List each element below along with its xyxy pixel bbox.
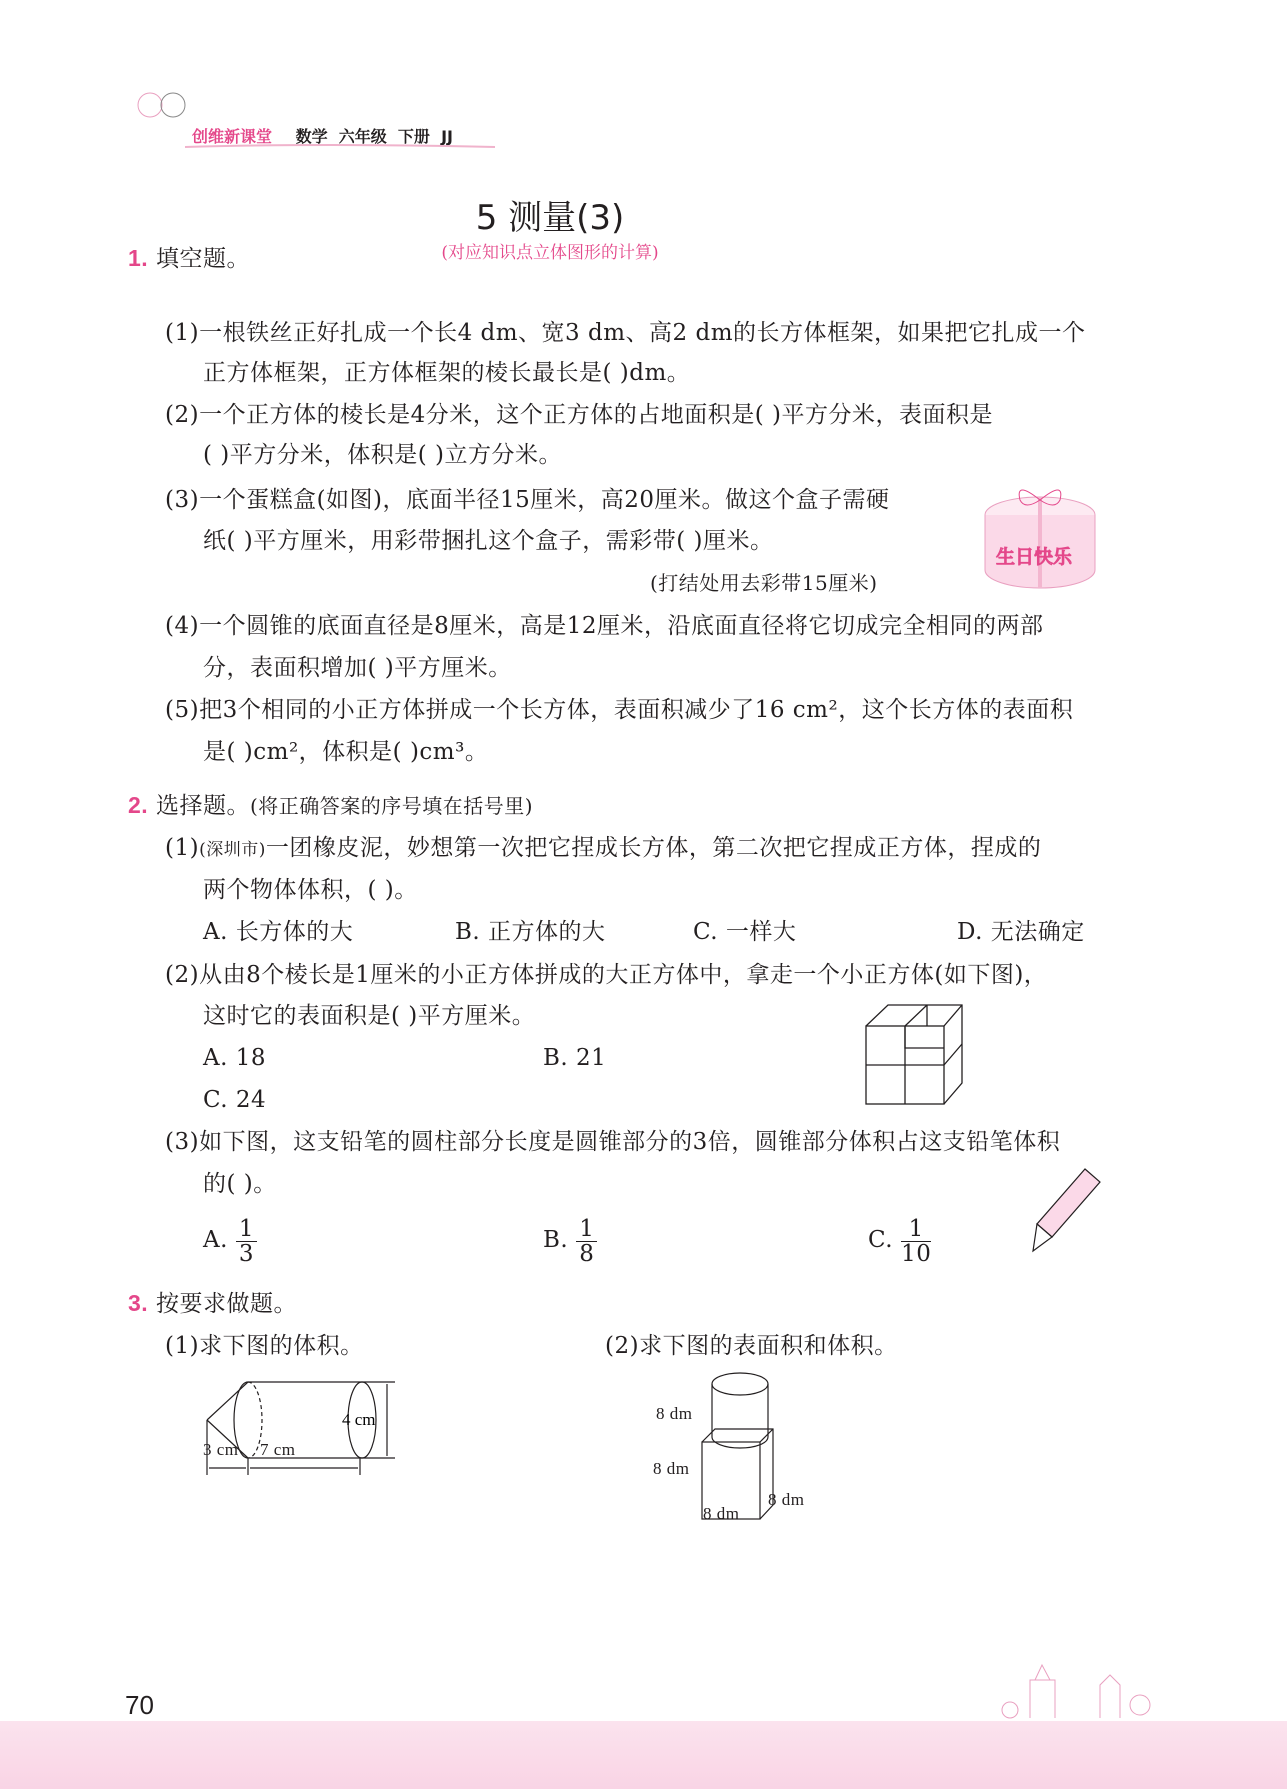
- question-line: (2)一个正方体的棱长是4分米，这个正方体的占地面积是( )平方分米，表面积是: [165, 402, 993, 428]
- question-note: (打结处用去彩带15厘米): [650, 571, 878, 595]
- footer-band: [0, 1721, 1287, 1789]
- brand: 创维新课堂: [192, 127, 273, 146]
- option-c: C. $\frac{1}{10}$: [868, 1215, 932, 1267]
- fraction: $\frac{1}{10}$: [901, 1215, 932, 1267]
- section-number: 1.: [128, 245, 149, 271]
- grade: 六年级: [338, 127, 387, 146]
- question-prefix: (1): [165, 835, 200, 861]
- region-tag: (深圳市): [199, 840, 266, 860]
- section-number: 2.: [128, 792, 149, 818]
- cone-length-label: 3 cm: [203, 1440, 239, 1459]
- subject: 数学: [295, 127, 328, 146]
- question-line: 这时它的表面积是( )平方厘米。: [203, 1003, 536, 1029]
- fraction: $\frac{1}{3}$: [236, 1217, 257, 1266]
- section-title: 按要求做题。: [156, 1291, 297, 1317]
- cube-width-label: 8 dm: [703, 1504, 740, 1523]
- page-number: 70: [125, 1690, 154, 1720]
- option-b: B. $\frac{1}{8}$: [543, 1212, 597, 1268]
- question-line: (4)一个圆锥的底面直径是8厘米，高是12厘米，沿底面直径将它切成完全相同的两部: [165, 613, 1044, 639]
- question-line: 是( )cm²，体积是( )cm³。: [203, 739, 489, 765]
- question-line: (1)一根铁丝正好扎成一个长4 dm、宽3 dm、高2 dm的长方体框架，如果把它扎成一个: [165, 320, 1086, 346]
- question-line: (2)从由8个棱长是1厘米的小正方体拼成的大正方体中，拿走一个小正方体(如下图)，: [165, 962, 1048, 988]
- option-d: D. 无法确定: [957, 919, 1085, 945]
- question-line: 两个物体体积，( )。: [203, 877, 418, 903]
- option-a: A. 18: [203, 1045, 266, 1071]
- cylinder-length-label: 7 cm: [260, 1440, 296, 1459]
- edition: JJ: [441, 127, 453, 146]
- question-line: 纸( )平方厘米，用彩带捆扎这个盒子，需彩带( )厘米。: [203, 528, 774, 554]
- cube-height-label: 8 dm: [653, 1459, 690, 1478]
- option-a: A. $\frac{1}{3}$: [203, 1212, 257, 1268]
- question-line: (5)把3个相同的小正方体拼成一个长方体，表面积减少了16 cm²，这个长方体的表面积: [165, 697, 1074, 723]
- cylinder-height-label: 8 dm: [656, 1404, 693, 1423]
- question-line: (3)一个蛋糕盒(如图)，底面半径15厘米，高20厘米。做这个盒子需硬: [165, 487, 890, 513]
- volume: 下册: [397, 127, 430, 146]
- question-line: ( )平方分米，体积是( )立方分米。: [203, 442, 563, 468]
- question-line: (3)如下图，这支铅笔的圆柱部分长度是圆锥部分的3倍，圆锥部分体积占这支铅笔体积: [165, 1129, 1061, 1155]
- fraction: $\frac{1}{8}$: [576, 1217, 597, 1266]
- question-line: (2)求下图的表面积和体积。: [605, 1333, 898, 1359]
- section-note: (将正确答案的序号填在括号里): [250, 794, 534, 818]
- section-title: 选择题。: [156, 793, 250, 819]
- pencil-icon: [1030, 1165, 1105, 1255]
- question-line: 一团橡皮泥，妙想第一次把它捏成长方体，第二次把它捏成正方体，捏成的: [265, 835, 1042, 861]
- option-c: C. 一样大: [693, 919, 797, 945]
- option-b: B. 21: [543, 1045, 607, 1071]
- height-label: 4 cm: [342, 1410, 376, 1429]
- page-title: 5 测量(3): [475, 198, 625, 238]
- question-line: 的( )。: [203, 1171, 277, 1197]
- section-title: 填空题。: [156, 246, 250, 272]
- question-line: (1)求下图的体积。: [165, 1333, 364, 1359]
- question-line: 分，表面积增加( )平方厘米。: [203, 655, 512, 681]
- cake-label: 生日快乐: [996, 546, 1073, 568]
- cube-depth-label: 8 dm: [768, 1490, 805, 1509]
- cake-box-figure: [980, 485, 1100, 595]
- option-c: C. 24: [203, 1087, 267, 1113]
- castle-decoration-icon: [990, 1650, 1170, 1720]
- question-line: 正方体框架，正方体框架的棱长最长是( )dm。: [203, 360, 691, 386]
- header-decoration-icon: [125, 85, 505, 155]
- option-a: A. 长方体的大: [203, 919, 354, 945]
- cube-figure: [862, 1003, 967, 1106]
- page-subtitle: (对应知识点立体图形的计算): [441, 243, 659, 263]
- option-b: B. 正方体的大: [455, 919, 606, 945]
- section-number: 3.: [128, 1290, 149, 1316]
